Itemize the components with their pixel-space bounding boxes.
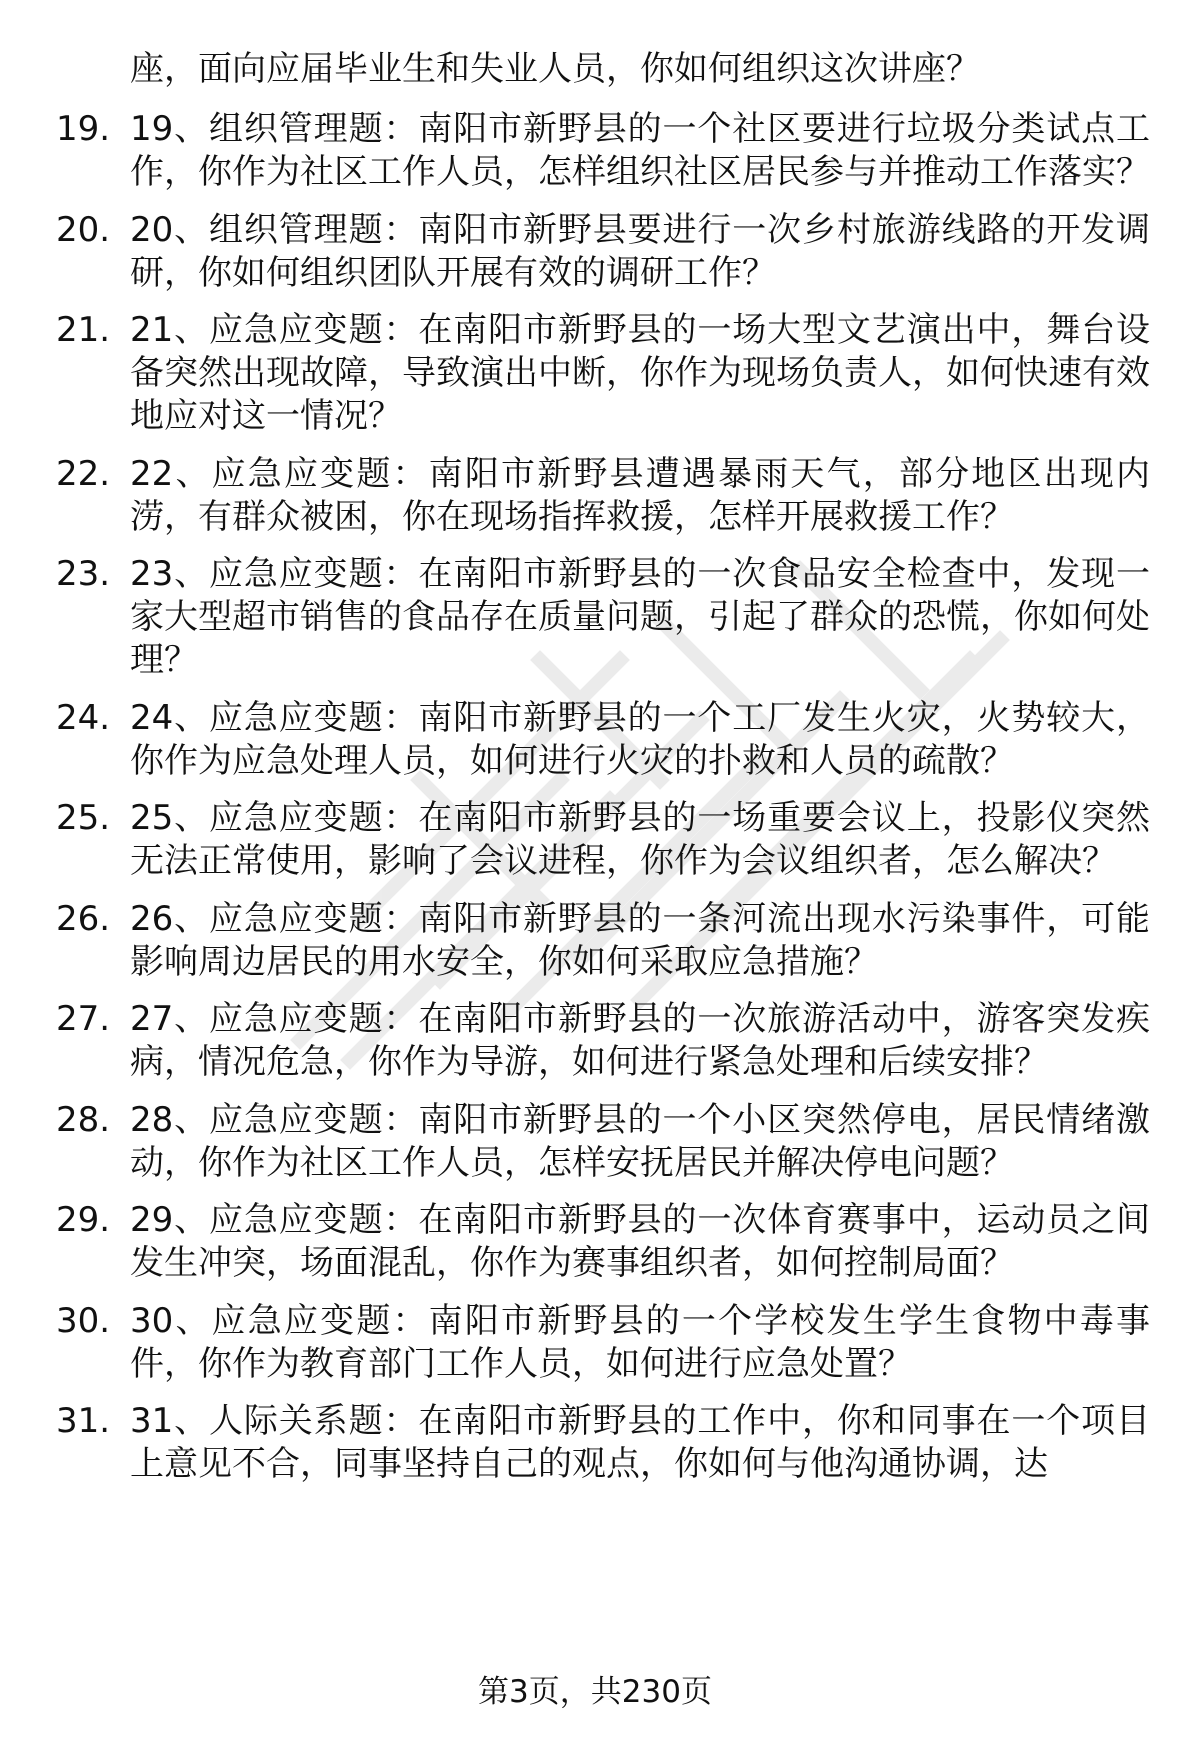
list-item xyxy=(56,309,1150,438)
list-item xyxy=(56,797,1150,883)
list-item xyxy=(56,453,1150,539)
item-number: 28. xyxy=(56,1099,111,1140)
list-item xyxy=(56,209,1150,295)
list-item xyxy=(56,898,1150,984)
item-number: 31. xyxy=(56,1401,111,1441)
item-number: 27. xyxy=(56,999,111,1039)
item-number: 24. xyxy=(56,697,111,738)
item-number: 19. xyxy=(56,109,111,149)
item-text: 22、应急应变题：南阳市新野县遭遇暴雨天气，部分地区出现内涝，有群众被困，你在现场指挥救援，怎样开展救援工作？ xyxy=(130,453,1150,537)
list-item xyxy=(56,1300,1150,1386)
page-footer: 第3页，共230页 xyxy=(478,1674,712,1710)
list-item xyxy=(56,553,1150,682)
item-text: 30、应急应变题：南阳市新野县的一个学校发生学生食物中毒事件，你作为教育部门工作人员，如何进行应急处置？ xyxy=(130,1300,1150,1384)
item-number: 29. xyxy=(56,1200,111,1240)
item-text: 27、应急应变题：在南阳市新野县的一次旅游活动中，游客突发疾病，情况危急，你作为导游，如何进行紧急处理和后续安排？ xyxy=(130,999,1150,1082)
item-text: 26、应急应变题：南阳市新野县的一条河流出现水污染事件，可能影响周边居民的用水安全，你如何采取应急措施？ xyxy=(130,898,1150,982)
item-text: 23、应急应变题：在南阳市新野县的一次食品安全检查中，发现一家大型超市销售的食品存在质量问题，引起了群众的恐慌，你如何处理？ xyxy=(130,554,1150,680)
list-item xyxy=(56,998,1150,1084)
item-text: 31、人际关系题：在南阳市新野县的工作中，你和同事在一个项目上意见不合，同事坚持自己的观点，你如何与他沟通协调，达 xyxy=(130,1401,1150,1484)
item-text: 20、组织管理题：南阳市新野县要进行一次乡村旅游线路的开发调研，你如何组织团队开展有效的调研工作？ xyxy=(130,209,1150,293)
item-number: 21. xyxy=(56,310,111,350)
list-item xyxy=(56,1099,1150,1185)
continuation-text: 座，面向应届毕业生和失业人员，你如何组织这次讲座？ xyxy=(130,49,980,89)
list-item xyxy=(56,1199,1150,1285)
item-text: 29、应急应变题：在南阳市新野县的一次体育赛事中，运动员之间发生冲突，场面混乱，你作为赛事组织者，如何控制局面？ xyxy=(130,1200,1150,1283)
item-number: 30. xyxy=(56,1300,111,1341)
item-number: 26. xyxy=(56,898,111,939)
list-item xyxy=(56,1400,1150,1486)
item-number: 20. xyxy=(56,209,111,250)
item-text: 24、应急应变题：南阳市新野县的一个工厂发生火灾，火势较大，你作为应急处理人员，如何进行火灾的扑救和人员的疏散？ xyxy=(130,697,1150,781)
item-text: 25、应急应变题：在南阳市新野县的一场重要会议上，投影仪突然无法正常使用，影响了会议进程，你作为会议组织者，怎么解决？ xyxy=(130,798,1150,881)
item-text: 19、组织管理题：南阳市新野县的一个社区要进行垃圾分类试点工作，你作为社区工作人员，怎样组织社区居民参与并推动工作落实？ xyxy=(130,109,1150,192)
item-number: 23. xyxy=(56,554,111,594)
item-text: 21、应急应变题：在南阳市新野县的一场大型文艺演出中，舞台设备突然出现故障，导致演出中断，你作为现场负责人，如何快速有效地应对这一情况？ xyxy=(130,310,1150,436)
item-text: 28、应急应变题：南阳市新野县的一个小区突然停电，居民情绪激动，你作为社区工作人员，怎样安抚居民并解决停电问题？ xyxy=(130,1099,1150,1183)
item-number: 22. xyxy=(56,453,111,494)
question-list xyxy=(56,108,1150,1501)
item-number: 25. xyxy=(56,798,111,838)
list-item xyxy=(56,697,1150,783)
list-item xyxy=(56,108,1150,194)
